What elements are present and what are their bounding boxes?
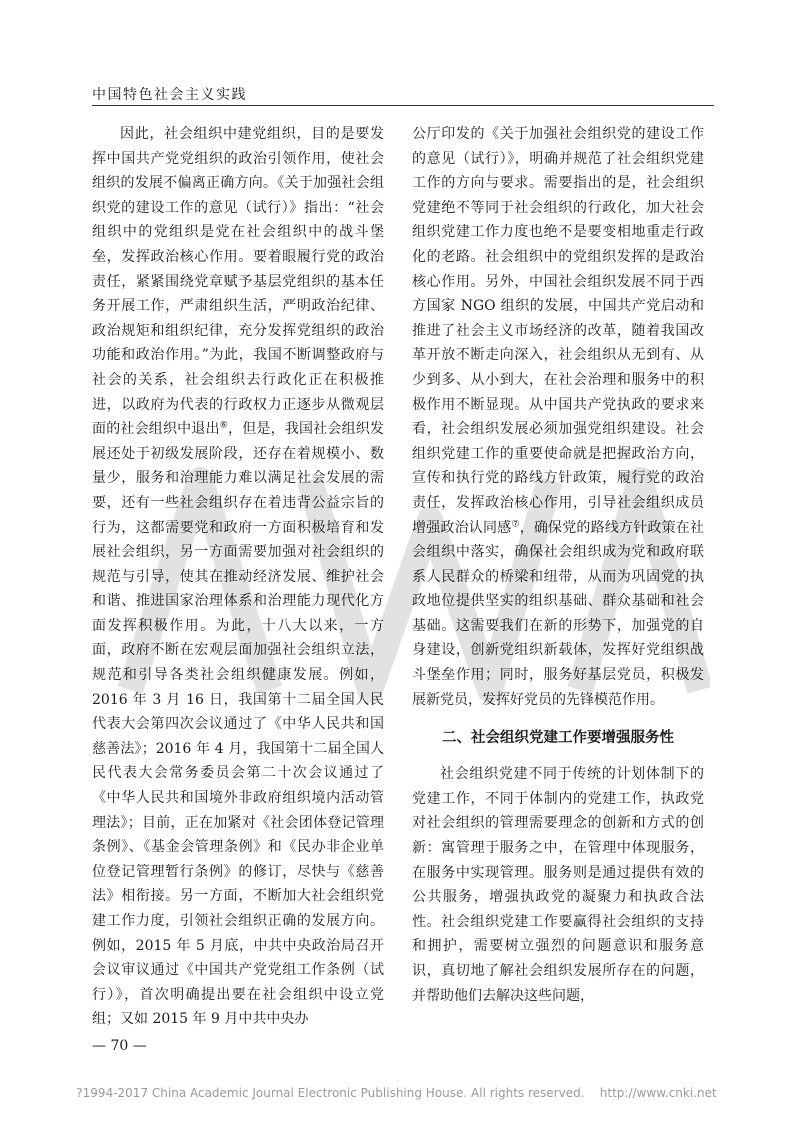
footnote-ref: ⑦ (511, 518, 520, 529)
paragraph-text: ，但是，我国社会组织发展还处于初级发展阶段，还存在着规模小、数量少，服务和治理能力难以满足社会发展的需要，还有一些社会组织存在着违背公益宗旨的行为，这都需要党和政府一方面积极培育和发展社会组织，另一方面需要加强对社会组织的规范与引导，使其在推动经济发展、维护社会和谐、推进国家治理体系和治理能力现代化方面发挥积极作用。为此，十八大以来，一方面，政府不断在宏观层面加强社会组织立法，规范和引导各类社会组织健康发展。例如，2016 年 3 月 16 日，我国第十二届全国人民代表大会第四次会议通过了《中华人民共和国慈善法》；2016 年 4 月，我国第十二届全国人民代表大会常务委员会第二十次会议通过了《中华人民共和国境外非政府组织境内活动管理法》；目前，正在加紧对《社会团体登记管理条例》、《基金会管理条例》和《民办非企业单位登记管理暂行条例》的修订，尽快与《慈善法》相衔接。另一方面，不断加大社会组织党建工作力度，引领社会组织正确的发展方向。例如，2015 年 5 月底，中共中央政治局召开会议审议通过《中国共产党党组工作条例（试行）》，首次明确提出要在社会组织中设立党组；又如 2015 年 9 月中共中央办 (92, 421, 384, 1028)
body-paragraph (412, 122, 704, 712)
body-paragraph (92, 122, 384, 1032)
paragraph-text: ，确保党的路线方针政策在社会组织中落实，确保社会组织成为党和政府联系人民群众的桥梁和纽带，从而为巩固党的执政地位提供坚实的组织基础、群众基础和社会基础。这需要我们在新的形势下，加强党的自身建设，创新党组织新载体，发挥好党组织战斗堡垒作用；同时，服务好基层党员，积极发展新党员，发挥好党员的先锋模范作用。 (412, 519, 704, 708)
right-column (412, 122, 704, 1008)
left-column (92, 122, 384, 1032)
paragraph-text: 公厅印发的《关于加强社会组织党的建设工作的意见（试行）》，明确并规范了社会组织党建工作的方向与要求。需要指出的是，社会组织党建绝不等同于社会组织的行政化，加大社会组织党建工作力度也绝不是要变相地重走行政化的老路。社会组织中的党组织发挥的是政治核心作用。另外，中国社会组织发展不同于西方国家 NGO 组织的发展，中国共产党启动和推进了社会主义市场经济的改革，随着我国改革开放不断走向深入，社会组织从无到有、从少到多、从小到大，在社会治理和服务中的积极作用不断显现。从中国共产党执政的要求来看，社会组织发展必须加强党组织建设。社会组织党建工作的重要使命就是把握政治方向，宣传和执行党的路线方针政策，履行党的政治责任，发挥政治核心作用，引导社会组织成员增强政治认同感 (412, 126, 704, 536)
page-number: — 70 — (92, 1038, 147, 1054)
running-header: 中国特色社会主义实践 (92, 87, 247, 103)
copyright-footer: ?1994-2017 China Academic Journal Electronic Publishing House. All rights reserved. http://www.cnki.net (76, 1086, 717, 1100)
footnote-ref: ⑥ (219, 420, 229, 431)
body-paragraph: 社会组织党建不同于传统的计划体制下的党建工作，不同于体制内的党建工作，执政党对社会组织的管理需要理念的创新和方式的创新：寓管理于服务之中，在管理中体现服务，在服务中实现管理。服务则是通过提供有效的公共服务，增强执政党的凝聚力和执政合法性。社会组织党建工作要赢得社会组织的支持和拥护，需要树立强烈的问题意识和服务意识，真切地了解社会组织发展所存在的问题，并帮助他们去解决这些问题， (412, 766, 704, 1004)
section-heading: 二、社会组织党建工作要增强服务性 (442, 730, 674, 747)
header-rule (92, 105, 714, 106)
paragraph-text: 因此，社会组织中建党组织，目的是要发挥中国共产党党组织的政治引领作用，使社会组织的发展不偏离正确方向。《关于加强社会组织党的建设工作的意见（试行）》指出：“社会组织中的党组织是党在社会组织中的战斗堡垒，发挥政治核心作用。要着眼履行党的政治责任，紧紧围绕党章赋予基层党组织的基本任务开展工作，严肃组织生活，严明政治纪律、政治规矩和组织纪律，充分发挥党组织的政治功能和政治作用。”为此，我国不断调整政府与社会的关系，社会组织去行政化正在积极推进，以政府为代表的行政权力正逐步从微观层面的社会组织中退出 (92, 126, 384, 438)
